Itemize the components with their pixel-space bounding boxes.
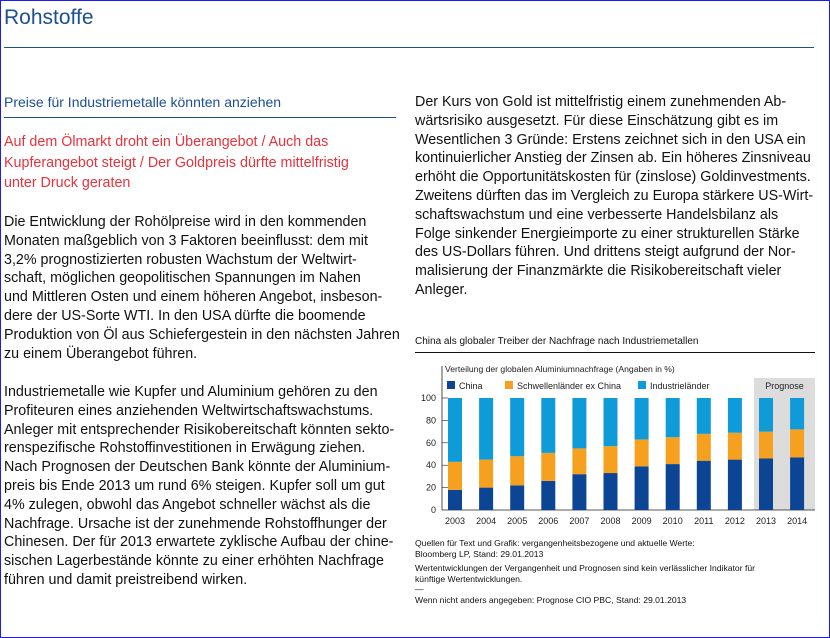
x-tick-label: 2004 [476, 516, 497, 526]
bar-schwellenl-nder-ex-china-2011 [697, 434, 711, 461]
legend-swatch-2 [638, 381, 646, 389]
bar-schwellenl-nder-ex-china-2014 [790, 429, 804, 457]
bar-schwellenl-nder-ex-china-2007 [572, 448, 586, 474]
bar-china-2003 [448, 490, 462, 510]
bar-industriel-nder-2006 [541, 398, 555, 453]
bar-china-2006 [541, 481, 555, 510]
bar-industriel-nder-2009 [635, 398, 649, 439]
bar-schwellenl-nder-ex-china-2008 [604, 446, 618, 473]
text-line: wärtsrisiko ausgesetzt. Für diese Einschätzung gibt es im [415, 112, 779, 129]
text-line: und Mittleren Osten und einem höheren Angebot, insbeson- [4, 289, 383, 306]
source-note: Bloomberg LP, Stand: 29.01.2013 [415, 548, 544, 559]
chart-heading: China als globaler Treiber der Nachfrage nach Industriemetallen [415, 336, 699, 347]
text-line: Anleger mit entsprechender Risikobereitschaft könnten sekto- [4, 421, 395, 438]
x-tick-label: 2007 [569, 516, 590, 526]
text-line: Folge sinkender Energieimporte zu einer strukturellen Stärke [415, 225, 800, 242]
y-tick-label: 60 [425, 437, 436, 448]
bar-china-2010 [666, 464, 680, 510]
x-tick-label: 2009 [631, 516, 652, 526]
legend-label: Industrieländer [650, 381, 710, 391]
bar-schwellenl-nder-ex-china-2005 [510, 456, 524, 485]
text-line: dere der US-Sorte WTI. In den USA dürfte die boomende [4, 307, 366, 324]
text-line: preis bis Ende 2013 um rund 6% steigen. Kupfer soll um gut [4, 477, 385, 494]
text-line: Chinesen. Der für 2013 erwartete zyklische Aufbau der chine- [4, 534, 394, 551]
bar-industriel-nder-2003 [448, 398, 462, 462]
x-tick-label: 2012 [724, 516, 745, 526]
text-line: führen und damit preistreibend wirken. [4, 571, 248, 588]
text-line: Zweitens dürften das im Vergleich zu Europa stärkere US-Wirt- [415, 187, 814, 204]
bar-china-2014 [790, 457, 804, 510]
legend-swatch-1 [505, 381, 513, 389]
x-tick-label: 2014 [787, 516, 808, 526]
chart-title: Verteilung der globalen Aluminiumnachfrage (Angaben in %) [445, 364, 675, 374]
bar-industriel-nder-2014 [790, 398, 804, 429]
bar-schwellenl-nder-ex-china-2010 [666, 437, 680, 464]
note-dash: — [415, 584, 424, 595]
bar-industriel-nder-2007 [572, 398, 586, 448]
bar-china-2004 [479, 488, 493, 510]
y-tick-label: 40 [425, 460, 436, 471]
bar-industriel-nder-2012 [728, 398, 742, 433]
x-tick-label: 2013 [755, 516, 777, 526]
text-line: 4% zulegen, obwohl das Angebot schneller wächst als die [4, 496, 371, 513]
lead-line: Auf dem Ölmarkt droht ein Überangebot / Auch das [4, 134, 329, 150]
bar-china-2009 [635, 466, 649, 510]
text-line: schaftswachstum und eine verbesserte Handelsbilanz als [415, 206, 779, 223]
y-tick-label: 20 [425, 482, 436, 493]
x-tick-label: 2005 [507, 516, 528, 526]
text-line: Der Kurs von Gold ist mittelfristig einem zunehmenden Ab- [415, 94, 787, 110]
section-subtitle: Preise für Industriemetalle könnten anziehen [4, 94, 282, 110]
bar-industriel-nder-2005 [510, 398, 524, 456]
bar-schwellenl-nder-ex-china-2003 [448, 462, 462, 490]
bar-industriel-nder-2010 [666, 398, 680, 437]
bar-china-2007 [572, 474, 586, 510]
text-line: schaft, möglichen geopolitischen Spannungen im Nahen [4, 270, 361, 287]
x-tick-label: 2010 [662, 516, 683, 526]
x-tick-label: 2011 [694, 516, 714, 526]
lead-line: Kupferangebot steigt / Der Goldpreis dürfte mittelfristig [4, 154, 349, 171]
bar-schwellenl-nder-ex-china-2006 [541, 453, 555, 481]
text-line: sischen Lagerbestände könnte zu einer erhöhten Nachfrage [4, 553, 384, 570]
text-line: kontinuierlicher Anstieg der Zinsen ab. Ein höheres Zinsniveau [415, 150, 811, 167]
bar-china-2012 [728, 460, 742, 510]
bar-schwellenl-nder-ex-china-2013 [759, 432, 773, 459]
text-line: des US-Dollars führen. Und drittens steigt aufgrund der Nor- [415, 244, 796, 261]
x-tick-label: 2003 [444, 516, 466, 526]
legend-label: China [459, 381, 483, 391]
text-line: Profiteuren eines anziehenden Weltwirtschaftswachstums. [4, 402, 374, 419]
lead-line: unter Druck geraten [4, 175, 131, 191]
text-line: Anleger. [415, 281, 468, 298]
text-line: renspezifische Rohstoffinvestitionen in Erwägung ziehen. [4, 440, 366, 457]
bar-china-2008 [604, 473, 618, 510]
text-line: malisierung der Finanzmärkte die Risikobereitschaft vieler [415, 263, 782, 280]
text-line: Industriemetalle wie Kupfer und Aluminium gehören zu den [4, 384, 378, 400]
bar-industriel-nder-2013 [759, 398, 773, 432]
bar-schwellenl-nder-ex-china-2004 [479, 460, 493, 488]
bar-china-2013 [759, 458, 773, 510]
text-line: 3,2% prognostizierten robusten Wachstum der Weltwirt- [4, 251, 357, 268]
chart-notes [415, 538, 755, 610]
x-tick-label: 2006 [538, 516, 559, 526]
forecast-note: Wenn nicht anders angegeben: Prognose CIO PBC, Stand: 29.01.2013 [415, 594, 687, 605]
page-title: Rohstoffe [4, 6, 94, 29]
bar-industriel-nder-2004 [479, 398, 493, 460]
y-tick-label: 0 [430, 505, 436, 515]
bar-industriel-nder-2011 [697, 398, 711, 434]
y-tick-label: 100 [420, 393, 436, 403]
forecast-label: Prognose [765, 381, 804, 391]
text-line: Nachfrage. Ursache ist der zunehmende Rohstoffhunger der [4, 515, 387, 532]
legend-label: Schwellenländer ex China [517, 381, 622, 391]
text-line: zu einem Überangebot führen. [4, 345, 198, 362]
text-line: Produktion von Öl aus Schiefergestein in den nächsten Jahren [4, 326, 400, 343]
bar-schwellenl-nder-ex-china-2009 [635, 439, 649, 466]
bar-schwellenl-nder-ex-china-2012 [728, 433, 742, 460]
y-tick-label: 80 [425, 415, 436, 426]
bar-china-2011 [697, 461, 711, 510]
text-line: Die Entwicklung der Rohölpreise wird in den kommenden [4, 214, 367, 230]
legend-swatch-0 [447, 381, 455, 389]
bar-industriel-nder-2008 [604, 398, 618, 446]
bar-china-2005 [510, 485, 524, 510]
disclaimer-note: künftige Wertentwicklungen. [415, 573, 523, 584]
disclaimer-note: Wertentwicklungen der Vergangenheit und Prognosen sind kein verlässlicher Indikator für [415, 563, 755, 574]
text-line: Nach Prognosen der Deutschen Bank könnte der Aluminium- [4, 459, 391, 476]
x-tick-label: 2008 [600, 516, 621, 526]
text-line: Monaten maßgeblich von 3 Faktoren beeinflusst: dem mit [4, 232, 368, 249]
text-line: Wesentlichen 3 Gründe: Erstens zeichnet sich in den USA ein [415, 131, 806, 148]
source-note: Quellen für Text und Grafik: vergangenheitsbezogene und aktuelle Werte: [415, 538, 695, 548]
text-line: erhöht die Opportunitätskosten für (zinslose) Goldinvestments. [415, 169, 811, 186]
